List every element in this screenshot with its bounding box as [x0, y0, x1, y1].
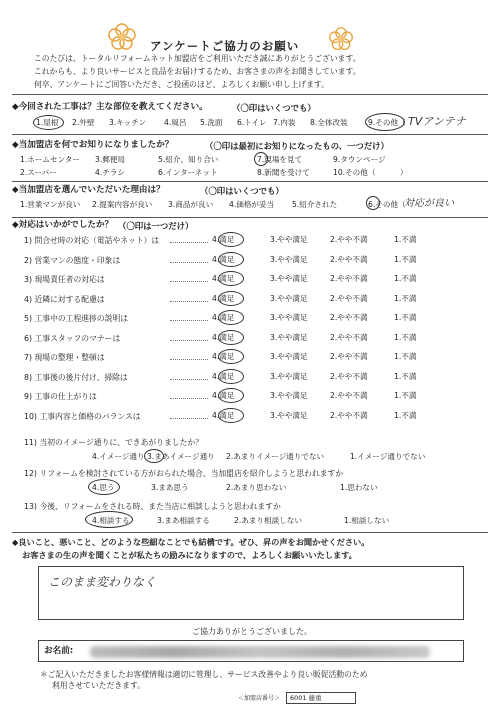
q13-option-4[interactable]: 4.相談する — [92, 516, 130, 525]
q3-mark-circle-6 — [366, 196, 380, 210]
q2-option-3[interactable]: 3.郵便局 — [95, 155, 126, 164]
q13-option-3[interactable]: 3.まあ相談する — [157, 516, 210, 525]
q4-row-leader — [170, 379, 208, 380]
q4-row-leader — [170, 320, 208, 321]
q4-row-option[interactable]: 1.不満 — [394, 294, 417, 303]
q12-option-1[interactable]: 1.思わない — [340, 483, 378, 492]
q4-row-option[interactable]: 2.やや不満 — [330, 274, 368, 283]
q1-option-9[interactable]: 9.その他（ — [368, 118, 406, 127]
q4-row-leader — [170, 262, 208, 263]
q1-heading: ◆今回された工事は？主な部位を教えてください。 — [12, 102, 208, 112]
q1-mark-circle-1 — [33, 115, 64, 130]
q2-option-2[interactable]: 2.スーパー — [20, 168, 57, 177]
q12-mark-circle — [88, 479, 120, 495]
q4-row-option[interactable]: 4.満足 — [212, 274, 235, 283]
q13-option-1[interactable]: 1.相談しない — [344, 516, 390, 525]
intro-line-3: 何卒、アンケートにご回答いただき、ご投函のほど、よろしくお願い申し上げます。 — [34, 80, 329, 89]
q3-note: （〇印はいくつでも） — [200, 186, 284, 196]
q4-row-option[interactable]: 1.不満 — [394, 372, 417, 381]
q4-row-label: 1) 問合せ時の対応（電話やネット）は — [24, 236, 160, 245]
q4-row-option[interactable]: 4.満足 — [212, 372, 235, 381]
q2-option-7[interactable]: 7.現場を見て — [257, 155, 303, 164]
q4-row-leader — [170, 418, 208, 419]
q4-row-label: 5) 工事中の工程進捗の説明は — [24, 314, 129, 323]
q2-note: （〇印は最初にお知りになったもの、一つだけ） — [205, 141, 389, 151]
q2-option-9[interactable]: 9.タウンページ — [333, 155, 386, 164]
name-label: お名前: — [44, 646, 74, 656]
q4-row-option[interactable]: 4.満足 — [212, 255, 235, 264]
footer-line-2: 利用させていただきます。 — [52, 681, 145, 690]
q2-option-8[interactable]: 8.新聞を受けて — [257, 168, 310, 177]
q2-option-1[interactable]: 1.ホームセンター — [20, 155, 81, 164]
q4-row-option[interactable]: 3.やや満足 — [270, 294, 308, 303]
q4-row-option[interactable]: 2.やや不満 — [330, 313, 368, 322]
q3-option-6[interactable]: 6.その他（ — [368, 200, 406, 209]
q4-row-label: 3) 現場責任者の対応は — [24, 275, 105, 284]
q1-handwritten-other: TVアンテナ — [408, 115, 466, 128]
q11-mark-circle — [144, 449, 164, 463]
q12-option-4[interactable]: 4.思う — [92, 483, 115, 492]
q1-option-7[interactable]: 7.内装 — [273, 118, 296, 127]
q2-divider — [12, 181, 488, 182]
q4-row-option[interactable]: 3.やや満足 — [270, 313, 308, 322]
q14-heading-line-2: お客さまの生の声を聞くことが私たちの励みになりますので、よろしくお願いいたします。 — [22, 550, 357, 560]
q4-row-option[interactable]: 4.満足 — [212, 411, 235, 420]
footer-line-1: ＊ご記入いただきましたお客様情報は適切に管理し、サービス改善やより良い販促活動のため — [40, 670, 368, 679]
q4-row-label: 10) 工事内容と価格のバランスは — [24, 412, 141, 421]
q1-option-4[interactable]: 4.風呂 — [164, 118, 187, 127]
q4-row-option[interactable]: 2.やや不満 — [330, 391, 368, 400]
q4-row-option[interactable]: 1.不満 — [394, 313, 417, 322]
q12-option-2[interactable]: 2.あまり思わない — [226, 483, 287, 492]
q1-option-2[interactable]: 2.外壁 — [72, 118, 95, 127]
q4-row-label: 9) 工事の仕上がりは — [24, 392, 97, 401]
q13-mark-circle — [85, 511, 133, 528]
q4-row-mark-circle — [218, 232, 244, 247]
q4-row-option[interactable]: 3.やや満足 — [270, 235, 308, 244]
q4-row-option[interactable]: 4.満足 — [212, 313, 235, 322]
q4-heading: ◆対応はいかがでしたか？ — [12, 220, 114, 230]
q4-row-mark-circle — [218, 369, 244, 384]
q3-option-5[interactable]: 5.紹介された — [292, 200, 338, 209]
q4-row-mark-circle — [218, 252, 244, 267]
q4-row-option[interactable]: 3.やや満足 — [270, 274, 308, 283]
q4-row-option[interactable]: 3.やや満足 — [270, 372, 308, 381]
q4-row-leader — [170, 398, 208, 399]
q4-row-option[interactable]: 1.不満 — [394, 391, 417, 400]
q4-row-leader — [170, 242, 208, 243]
q4-row-option[interactable]: 3.やや満足 — [270, 333, 308, 342]
q1-option-5[interactable]: 5.洗面 — [200, 118, 223, 127]
q4-row-option[interactable]: 2.やや不満 — [330, 352, 368, 361]
q2-heading: ◆当加盟店を何でお知りになりましたか？ — [12, 140, 174, 150]
q1-option-8[interactable]: 8.全体改装 — [310, 118, 348, 127]
q3-option-3[interactable]: 3.商品が良い — [168, 200, 214, 209]
q11-heading: 11) 当初のイメージ通りに、できあがりましたか？ — [24, 438, 203, 447]
q4-row-option[interactable]: 1.不満 — [394, 411, 417, 420]
q2-option-10[interactable]: 10.その他（ — [333, 168, 376, 177]
q4-row-option[interactable]: 1.不満 — [394, 333, 417, 342]
q11-option-3[interactable]: 3.まあイメージ通り — [147, 452, 215, 461]
q4-row-label: 7) 現場の整理・整頓は — [24, 353, 105, 362]
q1-option-1[interactable]: 1.屋根 — [36, 118, 59, 127]
q1-mark-circle-9 — [365, 113, 405, 131]
q4-row-option[interactable]: 4.満足 — [212, 352, 235, 361]
q12-heading: 12) リフォームを検討されている方がおられた場合、当加盟店を紹介しようと思われますか — [24, 469, 344, 478]
q1-divider — [12, 134, 488, 135]
q4-row-mark-circle — [218, 349, 244, 364]
q4-row-label: 4) 近隣に対する配慮は — [24, 295, 105, 304]
q4-row-mark-circle — [218, 310, 244, 325]
q4-row-option[interactable]: 2.やや不満 — [330, 255, 368, 264]
q4-row-mark-circle — [218, 388, 244, 403]
q14-heading-line-1: ◆良いこと、悪いこと、どのような些細なことでも結構です。ぜひ、昇の声をお聞かせください。 — [12, 537, 370, 547]
header-divider — [12, 94, 488, 95]
q13-heading: 13) 今後、リフォームをされる時、また当店に相談しようと思われますか — [24, 502, 281, 511]
q1-option-6[interactable]: 6.トイレ — [237, 118, 267, 127]
q4-row-option[interactable]: 2.やや不満 — [330, 411, 368, 420]
q4-row-option[interactable]: 4.満足 — [212, 294, 235, 303]
q4-row-mark-circle — [218, 330, 244, 345]
q4-row-option[interactable]: 4.満足 — [212, 333, 235, 342]
q4-row-option[interactable]: 2.やや不満 — [330, 294, 368, 303]
q4-row-leader — [170, 359, 208, 360]
q2-option-6[interactable]: 6.インターネット — [158, 168, 218, 177]
q1-note: （〇印はいくつでも） — [232, 103, 316, 113]
q11-option-1[interactable]: 1.イメージ通りでない — [350, 452, 426, 461]
q3-option-2[interactable]: 2.提案内容が良い — [92, 200, 153, 209]
redacted-name — [90, 646, 430, 658]
q1-option-3[interactable]: 3.キッチン — [109, 118, 147, 127]
q4-row-leader — [170, 301, 208, 302]
comment-handwritten: このまま変わりなく — [48, 575, 157, 589]
q3-heading: ◆当加盟店を選んでいただいた理由は？ — [12, 185, 165, 195]
q2-option-5[interactable]: 5.紹介、知り合い — [158, 155, 219, 164]
q4-row-leader — [170, 281, 208, 282]
q4-row-option[interactable]: 3.やや満足 — [270, 255, 308, 264]
q4-row-option[interactable]: 1.不満 — [394, 274, 417, 283]
q11-option-2[interactable]: 2.あまりイメージ通りでない — [226, 452, 325, 461]
q4-row-mark-circle — [218, 408, 244, 423]
member-number-value: 6001 藤重 — [290, 694, 322, 702]
q3-divider — [12, 217, 488, 218]
q4-row-leader — [170, 340, 208, 341]
q4-row-label: 6) 工事スタッフのマナーは — [24, 334, 121, 343]
q3-handwritten-other: 対応が良い — [404, 198, 454, 209]
thanks-text: ご協力ありがとうございました。 — [192, 627, 312, 636]
q4-row-mark-circle — [218, 291, 244, 306]
q4-row-option[interactable]: 2.やや不満 — [330, 235, 368, 244]
q3-option-4[interactable]: 4.価格が妥当 — [229, 200, 275, 209]
q4-row-option[interactable]: 1.不満 — [394, 352, 417, 361]
q4-row-option[interactable]: 1.不満 — [394, 235, 417, 244]
q4-row-option[interactable]: 3.やや満足 — [270, 391, 308, 400]
q4-row-option[interactable]: 2.やや不満 — [330, 333, 368, 342]
flower-right-icon — [328, 26, 354, 52]
q4-row-label: 2) 営業マンの態度・印象は — [24, 256, 121, 265]
q4-row-option[interactable]: 3.やや満足 — [270, 411, 308, 420]
page-title: アンケートご協力のお願い — [150, 39, 300, 53]
q4-row-label: 8) 工事後の後片付け、掃除は — [24, 373, 128, 382]
intro-line-1: このたびは、トータルリフォームネット加盟店をご利用いただき誠にありがとうございます。 — [34, 54, 361, 63]
q4-row-option[interactable]: 4.満足 — [212, 235, 235, 244]
q2-option-10-close: ） — [400, 168, 408, 177]
flower-left-icon — [107, 22, 137, 52]
q11-option-4[interactable]: 4.イメージ通り — [92, 452, 145, 461]
q13-option-2[interactable]: 2.あまり相談しない — [234, 516, 302, 525]
q4-note: （〇印は一つだけ） — [118, 221, 194, 231]
q2-mark-circle-7 — [254, 152, 268, 166]
intro-line-2: これからも、より良いサービスと良品をお届けするため、お客さまの声をお聞きしています。 — [34, 67, 361, 76]
q4-row-option[interactable]: 4.満足 — [212, 391, 235, 400]
q13-divider — [12, 532, 488, 533]
q4-row-option[interactable]: 2.やや不満 — [330, 372, 368, 381]
q4-row-mark-circle — [218, 271, 244, 286]
q3-option-1[interactable]: 1.営業マンが良い — [20, 200, 81, 209]
q4-row-option[interactable]: 1.不満 — [394, 255, 417, 264]
q2-option-4[interactable]: 4.チラシ — [95, 168, 126, 177]
q4-row-option[interactable]: 3.やや満足 — [270, 352, 308, 361]
member-number-label: ＜加盟店番号＞ — [238, 695, 281, 702]
q12-option-3[interactable]: 3.まあ思う — [151, 483, 189, 492]
